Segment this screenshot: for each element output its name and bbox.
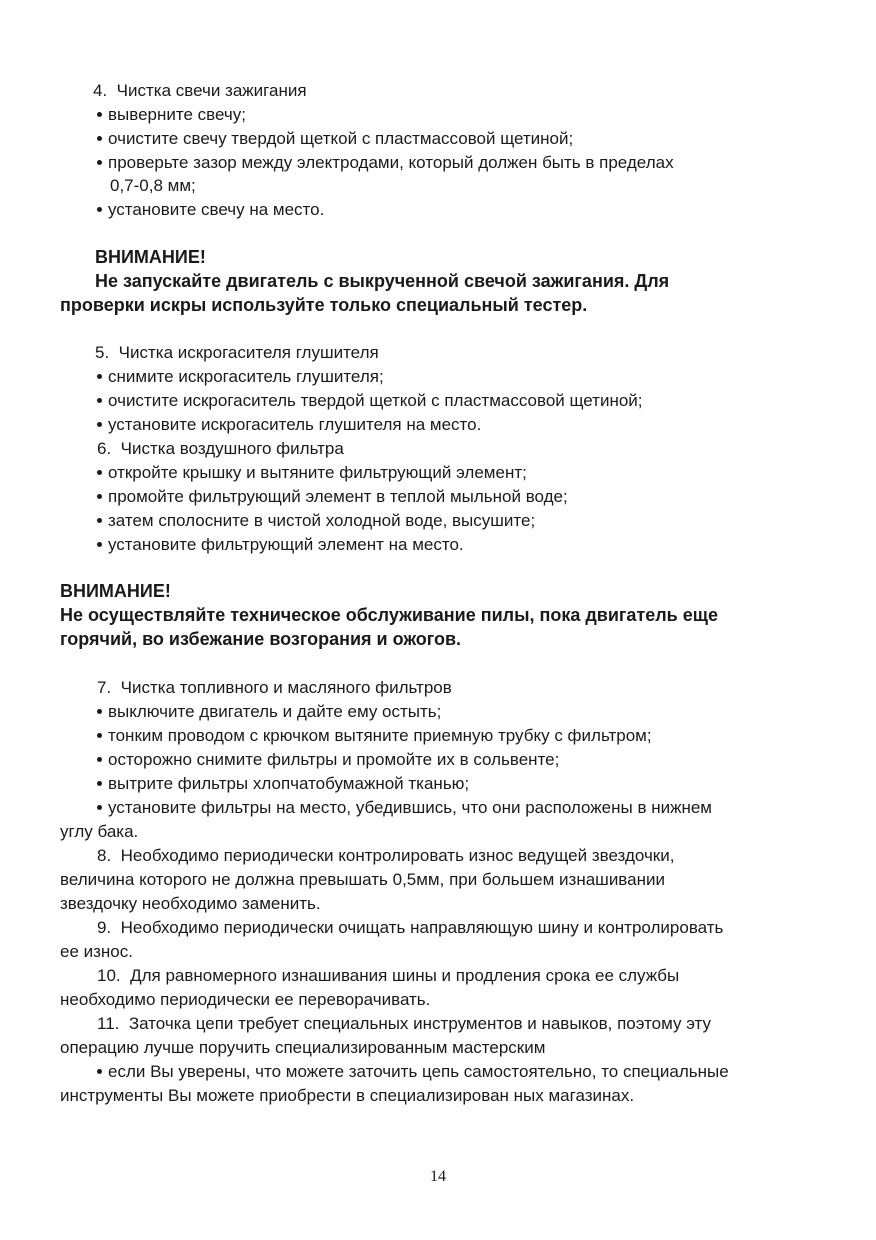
section-number: 10. bbox=[97, 966, 121, 985]
paragraph-text: звездочку необходимо заменить. bbox=[60, 894, 321, 913]
list-item-text: установите фильтры на место, убедившись, что они расположены в нижнем bbox=[108, 798, 712, 817]
page-number: 14 bbox=[430, 1168, 446, 1185]
section-4-heading bbox=[93, 80, 307, 102]
section-number: 8. bbox=[97, 846, 112, 865]
list-item bbox=[97, 128, 573, 150]
list-item-text: осторожно снимите фильтры и промойте их в сольвенте; bbox=[108, 750, 560, 769]
bullet-icon bbox=[97, 112, 102, 117]
section-number: 11. bbox=[97, 1014, 120, 1033]
list-item-text: снимите искрогаситель глушителя; bbox=[108, 367, 384, 386]
list-item-text: установите фильтрующий элемент на место. bbox=[108, 535, 464, 554]
warning-text: Не осуществляйте техническое обслуживание пилы, пока двигатель еще bbox=[60, 605, 718, 625]
bullet-icon bbox=[97, 207, 102, 212]
section-number: 6. bbox=[97, 439, 112, 458]
list-item bbox=[97, 390, 643, 412]
list-item bbox=[97, 510, 535, 532]
bullet-icon bbox=[97, 518, 102, 523]
paragraph-text: Необходимо периодически очищать направляющую шину и контролировать bbox=[120, 918, 724, 937]
paragraph-text: необходимо периодически ее переворачивать. bbox=[60, 990, 431, 1009]
list-item bbox=[97, 104, 246, 126]
list-item-text: установите свечу на место. bbox=[108, 200, 325, 219]
list-item-text: откройте крышку и вытяните фильтрующий элемент; bbox=[108, 463, 527, 482]
section-9-paragraph bbox=[97, 917, 723, 939]
bullet-icon bbox=[97, 160, 102, 165]
list-item-continuation: 0,7-0,8 мм; bbox=[110, 176, 196, 195]
list-item-continuation: инструменты Вы можете приобрести в специализирован ных магазинах. bbox=[60, 1086, 635, 1105]
list-item bbox=[97, 725, 652, 747]
section-title: Чистка топливного и масляного фильтров bbox=[120, 678, 452, 697]
paragraph-text: Необходимо периодически контролировать износ ведущей звездочки, bbox=[120, 846, 675, 865]
bullet-icon bbox=[97, 1069, 102, 1074]
section-title: Чистка воздушного фильтра bbox=[120, 439, 344, 458]
bullet-icon bbox=[97, 422, 102, 427]
list-item-text: затем сполосните в чистой холодной воде, высушите; bbox=[108, 511, 536, 530]
list-item bbox=[97, 414, 481, 436]
list-item-text: выверните свечу; bbox=[108, 105, 246, 124]
list-item bbox=[97, 773, 469, 795]
list-item-continuation: углу бака. bbox=[60, 822, 139, 841]
warning-text: проверки искры используйте только специальный тестер. bbox=[60, 295, 588, 315]
list-item bbox=[97, 199, 324, 221]
list-item bbox=[97, 534, 464, 556]
list-item-text: установите искрогаситель глушителя на место. bbox=[108, 415, 482, 434]
section-number: 5. bbox=[95, 343, 110, 362]
bullet-icon bbox=[97, 709, 102, 714]
paragraph-text: операцию лучше поручить специализированным мастерским bbox=[60, 1038, 546, 1057]
list-item-text: промойте фильтрующий элемент в теплой мыльной воде; bbox=[108, 487, 568, 506]
paragraph-text: величина которого не должна превышать 0,5мм, при большем изнашивании bbox=[60, 870, 665, 889]
list-item bbox=[97, 462, 527, 484]
bullet-icon bbox=[97, 781, 102, 786]
list-item bbox=[97, 797, 712, 819]
section-8-paragraph bbox=[97, 845, 674, 867]
bullet-icon bbox=[97, 733, 102, 738]
section-10-paragraph bbox=[97, 965, 679, 987]
warning-heading: ВНИМАНИЕ! bbox=[95, 247, 206, 267]
section-title: Чистка искрогасителя глушителя bbox=[118, 343, 379, 362]
section-number: 4. bbox=[93, 81, 108, 100]
section-11-paragraph bbox=[97, 1013, 711, 1035]
section-number: 7. bbox=[97, 678, 112, 697]
paragraph-text: Заточка цепи требует специальных инструментов и навыков, поэтому эту bbox=[128, 1014, 711, 1033]
paragraph-text: Для равномерного изнашивания шины и продления срока ее службы bbox=[130, 966, 680, 985]
list-item-text: очистите искрогаситель твердой щеткой с пластмассовой щетиной; bbox=[108, 391, 643, 410]
list-item-text: проверьте зазор между электродами, который должен быть в пределах bbox=[108, 153, 674, 172]
warning-text: Не запускайте двигатель с выкрученной свечой зажигания. Для bbox=[95, 271, 670, 291]
list-item bbox=[97, 486, 568, 508]
bullet-icon bbox=[97, 136, 102, 141]
bullet-icon bbox=[97, 805, 102, 810]
bullet-icon bbox=[97, 757, 102, 762]
bullet-icon bbox=[97, 494, 102, 499]
list-item bbox=[97, 749, 559, 771]
bullet-icon bbox=[97, 374, 102, 379]
section-number: 9. bbox=[97, 918, 112, 937]
list-item bbox=[97, 366, 384, 388]
section-7-heading bbox=[97, 677, 452, 699]
section-title: Чистка свечи зажигания bbox=[116, 81, 307, 100]
list-item-text: если Вы уверены, что можете заточить цепь самостоятельно, то специальные bbox=[108, 1062, 729, 1081]
list-item-text: тонким проводом с крючком вытяните приемную трубку с фильтром; bbox=[108, 726, 652, 745]
bullet-icon bbox=[97, 398, 102, 403]
list-item bbox=[97, 701, 441, 723]
list-item bbox=[97, 1061, 729, 1083]
list-item-text: вытрите фильтры хлопчатобумажной тканью; bbox=[108, 774, 470, 793]
bullet-icon bbox=[97, 470, 102, 475]
list-item-text: очистите свечу твердой щеткой с пластмассовой щетиной; bbox=[108, 129, 574, 148]
section-5-heading bbox=[95, 342, 379, 364]
bullet-icon bbox=[97, 542, 102, 547]
list-item-text: выключите двигатель и дайте ему остыть; bbox=[108, 702, 442, 721]
warning-text: горячий, во избежание возгорания и ожогов. bbox=[60, 629, 462, 649]
paragraph-text: ее износ. bbox=[60, 942, 133, 961]
section-6-heading bbox=[97, 438, 344, 460]
warning-heading: ВНИМАНИЕ! bbox=[60, 581, 171, 601]
list-item bbox=[97, 152, 674, 174]
